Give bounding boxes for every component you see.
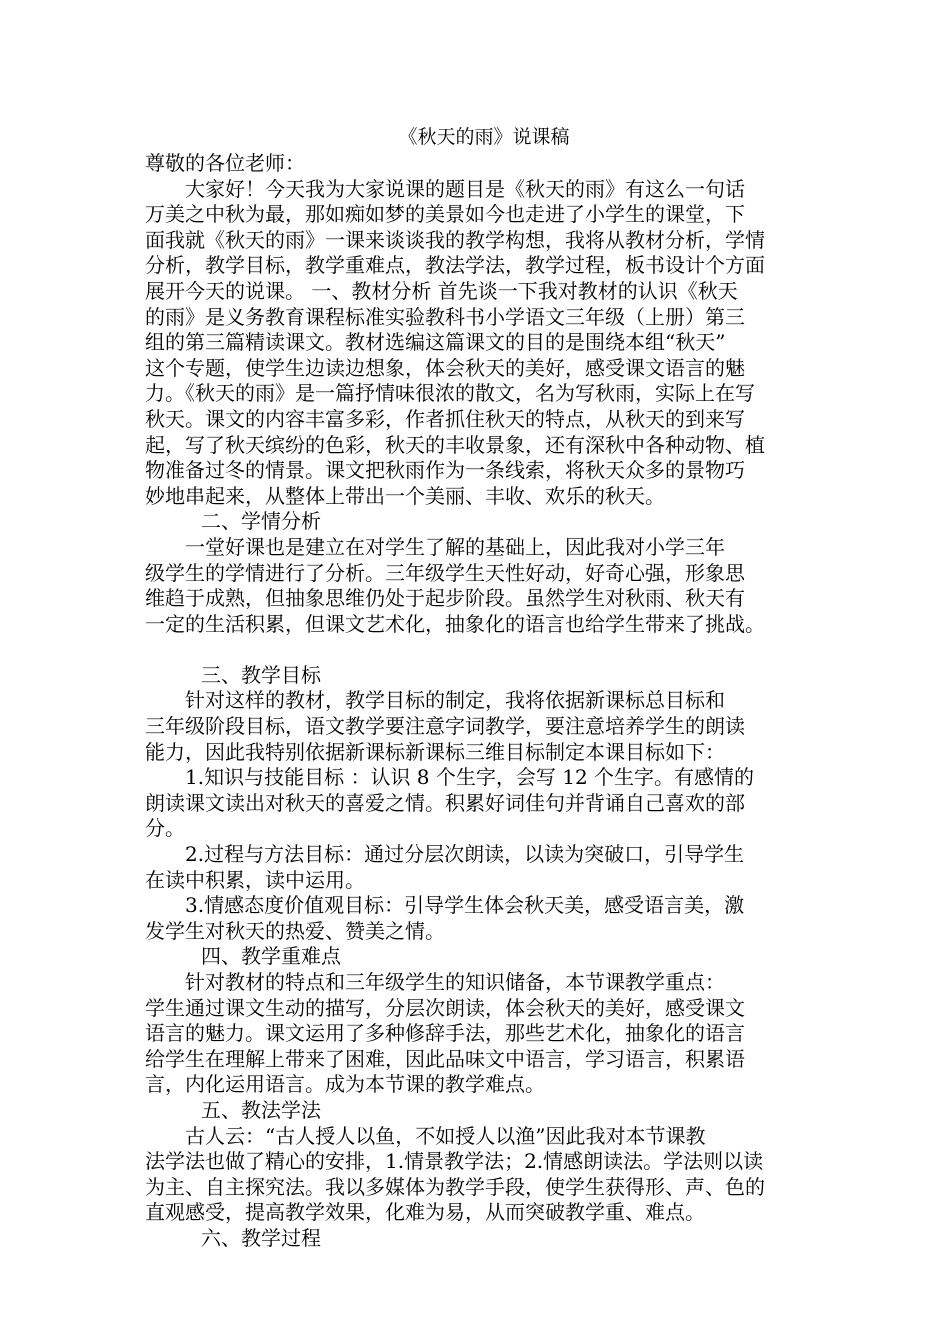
text-line: 妙地串起来，从整体上带出一个美丽、丰收、欢乐的秋天。 [145, 483, 665, 508]
text-line: 维趋于成熟，但抽象思维仍处于起步阶段。虽然学生对秋雨、秋天有 [145, 586, 745, 611]
section-heading-key-difficult-points: 四、教学重难点 [201, 944, 341, 969]
text-line: 一堂好课也是建立在对学生了解的基础上，因此我对小学三年 [185, 534, 725, 559]
text-line: 针对这样的教材，教学目标的制定，我将依据新课标总目标和 [185, 688, 725, 713]
greeting: 尊敬的各位老师： [145, 151, 305, 175]
text-line: 语言的魅力。课文运用了多种修辞手法，那些艺术化，抽象化的语言 [145, 1021, 745, 1046]
text-line: 2.过程与方法目标：通过分层次朗读，以读为突破口，引导学生 [185, 842, 745, 867]
document-page [145, 123, 815, 1252]
learner-analysis-paragraph [145, 535, 815, 637]
section-heading-learner-analysis: 二、学情分析 [201, 509, 321, 534]
text-line: 分。 [145, 816, 185, 841]
text-line: 级学生的学情进行了分析。三年级学生天性好动，好奇心强，形象思 [145, 560, 745, 585]
text-line: 古人云：“古人授人以鱼，不如授人以渔”因此我对本节课教 [185, 1123, 706, 1148]
teaching-methods-paragraph [145, 1124, 815, 1226]
text-line: 三年级阶段目标，语文教学要注意字词教学，要注意培养学生的朗读 [145, 714, 745, 739]
text-line: 学生通过课文生动的描写，分层次朗读，体会秋天的美好，感受课文 [145, 995, 745, 1020]
text-line: 物准备过冬的情景。课文把秋雨作为一条线索，将秋天众多的景物巧 [145, 458, 745, 483]
text-line: 分析，教学目标，教学重难点，教法学法，教学过程，板书设计个方面 [145, 253, 765, 278]
text-line: 法学法也做了精心的安排，1.情景教学法；2.情感朗读法。学法则以读 [145, 1149, 764, 1174]
text-line: 1.知识与技能目标 ：认识 8 个生字，会写 12 个生字。有感情的 [185, 765, 755, 790]
text-line: 秋天。课文的内容丰富多彩，作者抓住秋天的特点，从秋天的到来写 [145, 406, 745, 431]
text-line: 组的第三篇精读课文。教材选编这篇课文的目的是围绕本组“秋天” [145, 330, 726, 355]
text-line: 的雨》是义务教育课程标准实验教科书小学语文三年级（上册）第三 [145, 304, 745, 329]
text-line: 发学生对秋天的热爱、赞美之情。 [145, 918, 445, 943]
text-line: 这个专题，使学生边读边想象，体会秋天的美好，感受课文语言的魅 [145, 355, 745, 380]
text-line: 朗读课文读出对秋天的喜爱之情。积累好词佳句并背诵自己喜欢的部 [145, 790, 745, 815]
text-line: 给学生在理解上带来了困难，因此品味文中语言，学习语言，积累语 [145, 1046, 745, 1071]
section-heading-teaching-methods: 五、教法学法 [201, 1097, 321, 1122]
text-line: 言，内化运用语言。成为本节课的教学难点。 [145, 1072, 545, 1097]
text-line: 力。《秋天的雨》是一篇抒情味很浓的散文，名为写秋雨，实际上在写 [145, 381, 755, 406]
section-heading-teaching-process: 六、教学过程 [201, 1225, 321, 1250]
intro-paragraph [145, 177, 815, 510]
text-line: 展开今天的说课。 一、教材分析 首先谈一下我对教材的认识《秋天 [145, 278, 738, 303]
goal-knowledge-skills [145, 765, 815, 842]
text-line: 能力，因此我特别依据新课标新课标三维目标制定本课目标如下： [145, 739, 725, 764]
goal-process-method [145, 842, 815, 893]
text-line: 在读中积累，读中运用。 [145, 867, 365, 892]
goal-emotion-values [145, 893, 815, 944]
text-line: 为主、自主探究法。我以多媒体为教学手段，使学生获得形、声、色的 [145, 1174, 765, 1199]
key-difficult-points-paragraph [145, 970, 815, 1098]
text-line: 直观感受，提高教学效果，化难为易，从而突破教学重、难点。 [145, 1200, 705, 1225]
text-line: 起，写了秋天缤纷的色彩，秋天的丰收景象，还有深秋中各种动物、植 [145, 432, 765, 457]
text-line: 一定的生活积累，但课文艺术化，抽象化的语言也给学生带来了挑战。 [145, 611, 765, 636]
text-line: 面我就《秋天的雨》一课来谈谈我的教学构想，我将从教材分析，学情 [145, 227, 765, 252]
text-line: 3.情感态度价值观目标：引导学生体会秋天美，感受语言美，激 [185, 893, 745, 918]
text-line: 大家好！今天我为大家说课的题目是《秋天的雨》有这么一句话 [185, 176, 745, 201]
teaching-goals-paragraph [145, 688, 815, 765]
section-heading-teaching-goals: 三、教学目标 [201, 662, 321, 687]
text-line: 万美之中秋为最，那如痴如梦的美景如今也走进了小学生的课堂，下 [145, 202, 745, 227]
document-title: 《秋天的雨》说课稿 [398, 126, 570, 148]
blank-line [145, 637, 815, 663]
text-line: 针对教材的特点和三年级学生的知识储备，本节课教学重点： [185, 970, 725, 994]
